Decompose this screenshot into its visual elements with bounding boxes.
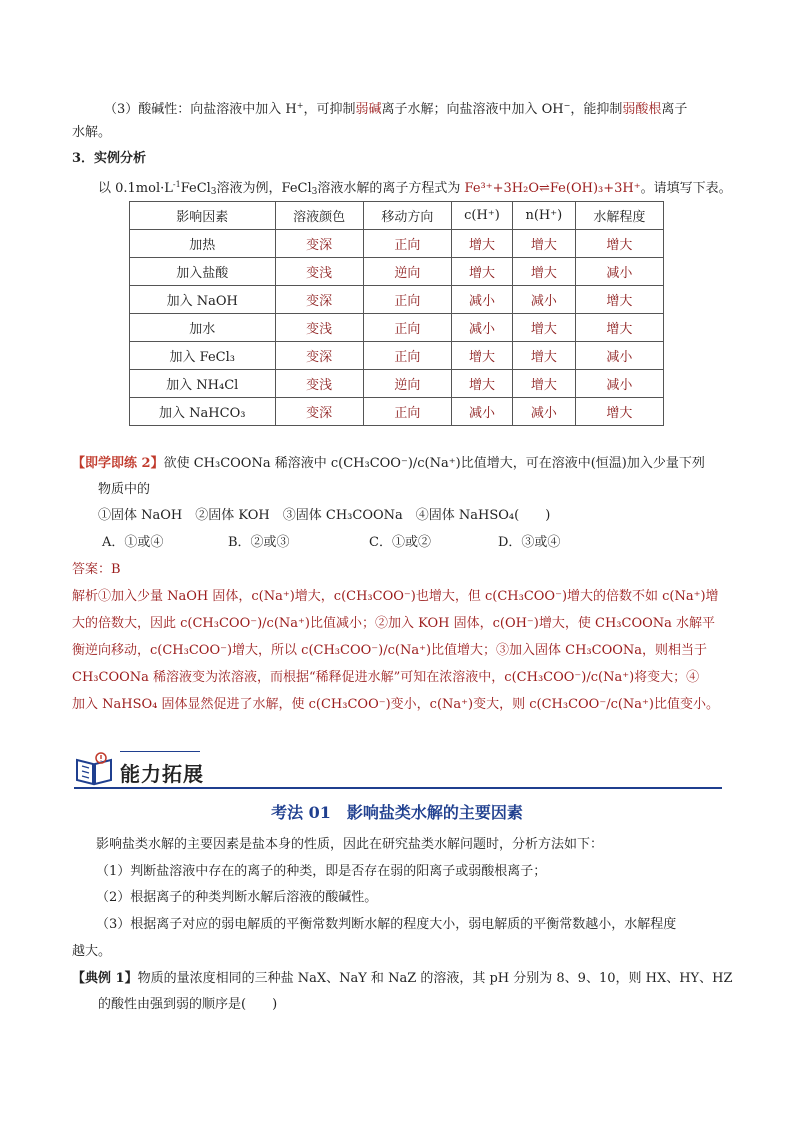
practice-question-line2: 物质中的 <box>98 482 151 497</box>
table-cell: 逆向 <box>363 370 451 398</box>
table-cell: 加入盐酸 <box>130 258 276 286</box>
text: 物质的量浓度相同的三种盐 NaX、NaY 和 NaZ 的溶液，其 pH 分别为 8、9、10，则 HX、HY、HZ <box>137 971 733 986</box>
example-question-line2: 的酸性由强到弱的顺序是( ) <box>98 997 278 1012</box>
method-step-2: （2）根据离子的种类判断水解后溶液的酸碱性。 <box>96 890 378 905</box>
table-cell: 正向 <box>363 230 451 258</box>
table-row <box>130 398 664 426</box>
method-paragraph: 影响盐类水解的主要因素是盐本身的性质，因此在研究盐类水解问题时，分析方法如下： <box>96 837 604 852</box>
table-cell: 变深 <box>275 286 363 314</box>
table-cell: 减小 <box>512 286 575 314</box>
table-cell: 增大 <box>575 230 663 258</box>
analysis-line: CH₃COONa 稀溶液变为浓溶液，而根据“稀释促进水解”可知在浓溶液中，c(CH₃COO⁻)/c(Na⁺)将变大；④ <box>72 670 700 685</box>
text: 离子水解；向盐溶液中加入 OH <box>381 102 564 117</box>
practice-tag: 【即学即练 2】 <box>72 456 164 471</box>
ionic-equation: Fe³⁺+3H₂O⇌Fe(OH)₃+3H⁺ <box>464 181 641 196</box>
divider <box>120 751 200 752</box>
text: （3）酸碱性：向盐溶液中加入 H <box>104 102 297 117</box>
table-cell: 正向 <box>363 286 451 314</box>
table-cell: 减小 <box>451 314 512 342</box>
table-header-row <box>130 202 664 230</box>
table-row <box>130 314 664 342</box>
table-row <box>130 286 664 314</box>
table-cell: 减小 <box>575 370 663 398</box>
divider <box>74 787 722 789</box>
method-step-3-line1: （3）根据离子对应的弱电解质的平衡常数判断水解的程度大小，弱电解质的平衡常数越小，水解程度 <box>96 917 677 932</box>
table-row <box>130 258 664 286</box>
table-cell: 增大 <box>451 342 512 370</box>
table-cell: 减小 <box>575 258 663 286</box>
practice-question-line1 <box>72 455 705 473</box>
analysis-table <box>129 201 664 426</box>
method-heading: 考法 01 影响盐类水解的主要因素 <box>271 803 523 822</box>
table-cell: 减小 <box>512 398 575 426</box>
table-cell: 逆向 <box>363 258 451 286</box>
table-cell: 变浅 <box>275 258 363 286</box>
table-cell: 增大 <box>575 286 663 314</box>
table-cell: 正向 <box>363 398 451 426</box>
table-cell: 增大 <box>451 370 512 398</box>
table-row <box>130 370 664 398</box>
book-icon <box>74 752 114 790</box>
option-c: C．①或② <box>369 535 431 550</box>
practice-items: ①固体 NaOH ②固体 KOH ③固体 CH₃COONa ④固体 NaHSO₄( ) <box>98 508 551 523</box>
table-row <box>130 230 664 258</box>
text: 溶液为例，FeCl <box>216 181 312 196</box>
table-header-cell: 影响因素 <box>130 202 276 230</box>
table-cell: 加热 <box>130 230 276 258</box>
table-row <box>130 342 664 370</box>
table-cell: 减小 <box>451 398 512 426</box>
table-cell: 加水 <box>130 314 276 342</box>
table-cell: 变深 <box>275 230 363 258</box>
text: ，能抑制 <box>570 102 623 117</box>
option-d: D．③或④ <box>498 535 561 550</box>
example-question-line1 <box>72 970 733 988</box>
analysis-line: 大的倍数大，因此 c(CH₃COO⁻)/c(Na⁺)比值减小；②加入 KOH 固体，c(OH⁻)增大，使 CH₃COONa 水解平 <box>72 616 716 631</box>
table-cell: 变深 <box>275 398 363 426</box>
table-cell: 增大 <box>512 342 575 370</box>
table-cell: 加入 NH₄Cl <box>130 370 276 398</box>
table-header-cell: 移动方向 <box>363 202 451 230</box>
text: 离子 <box>661 102 688 117</box>
table-cell: 增大 <box>512 370 575 398</box>
table-header-cell: 水解程度 <box>575 202 663 230</box>
table-header-cell: n(H⁺) <box>512 202 575 230</box>
table-cell: 变浅 <box>275 370 363 398</box>
table-cell: 加入 NaHCO₃ <box>130 398 276 426</box>
section-title: 能力拓展 <box>120 762 204 786</box>
table-header-cell: 溶液颜色 <box>275 202 363 230</box>
section-header <box>74 748 722 790</box>
table-cell: 正向 <box>363 314 451 342</box>
method-step-1: （1）判断盐溶液中存在的离子的种类，即是否存在弱的阳离子或弱酸根离子； <box>96 864 547 879</box>
table-cell: 增大 <box>512 230 575 258</box>
paragraph-3-line2: 水解。 <box>72 125 112 140</box>
table-cell: 加入 FeCl₃ <box>130 342 276 370</box>
method-step-3-line2: 越大。 <box>72 944 112 959</box>
example-intro: 以 $0.1mol\cdot L^{-1}FeCl_3$溶液为例，FeCl$_3$溶液水解的离子方程式为 Fe³⁺+3H₂O⇌Fe(OH)₃+3H⁺。请填写下表。 <box>98 180 732 197</box>
analysis-line: 解析①加入少量 NaOH 固体，c(Na⁺)增大，c(CH₃COO⁻)也增大，但 c(CH₃COO⁻)增大的倍数不如 c(Na⁺)增 <box>72 589 719 604</box>
highlight-text: 弱酸根 <box>622 102 662 117</box>
analysis-line: 衡逆向移动，c(CH₃COO⁻)增大，所以 c(CH₃COO⁻)/c(Na⁺)比值增大；③加入固体 CH₃COONa，则相当于 <box>72 643 708 658</box>
table-cell: 增大 <box>512 314 575 342</box>
table-cell: 增大 <box>451 258 512 286</box>
example-tag: 【典例 1】 <box>72 971 138 986</box>
table-cell: 正向 <box>363 342 451 370</box>
analysis-line: 加入 NaHSO₄ 固体显然促进了水解，使 c(CH₃COO⁻)变小，c(Na⁺)变大，则 c(CH₃COO⁻/c(Na⁺)比值变小。 <box>72 697 719 712</box>
table-cell: 变深 <box>275 342 363 370</box>
text: 。请填写下表。 <box>640 181 732 196</box>
table-cell: 变浅 <box>275 314 363 342</box>
text: 溶液水解的离子方程式为 <box>317 181 461 196</box>
table-cell: 增大 <box>451 230 512 258</box>
paragraph-3-line1: （3）酸碱性：向盐溶液中加入 H+，可抑制弱碱离子水解；向盐溶液中加入 OH−，能抑制弱酸根离子 <box>104 101 688 117</box>
option-a: A．①或④ <box>102 535 164 550</box>
text: 以 0.1mol·L <box>98 181 173 196</box>
table-cell: 加入 NaOH <box>130 286 276 314</box>
table-cell: 增大 <box>575 314 663 342</box>
highlight-text: 弱碱 <box>355 102 382 117</box>
option-b: B．②或③ <box>228 535 290 550</box>
table-cell: 减小 <box>451 286 512 314</box>
table-header-cell: c(H⁺) <box>451 202 512 230</box>
text: ，可抑制 <box>303 102 356 117</box>
answer-line: 答案：B <box>72 562 121 577</box>
table-cell: 增大 <box>575 398 663 426</box>
text: FeCl <box>180 181 211 196</box>
table-cell: 增大 <box>512 258 575 286</box>
text: 欲使 CH₃COONa 稀溶液中 c(CH₃COO⁻)/c(Na⁺)比值增大，可在溶液中(恒温)加入少量下列 <box>163 456 705 471</box>
table-cell: 减小 <box>575 342 663 370</box>
subsection-heading: 3．实例分析 <box>72 151 147 166</box>
